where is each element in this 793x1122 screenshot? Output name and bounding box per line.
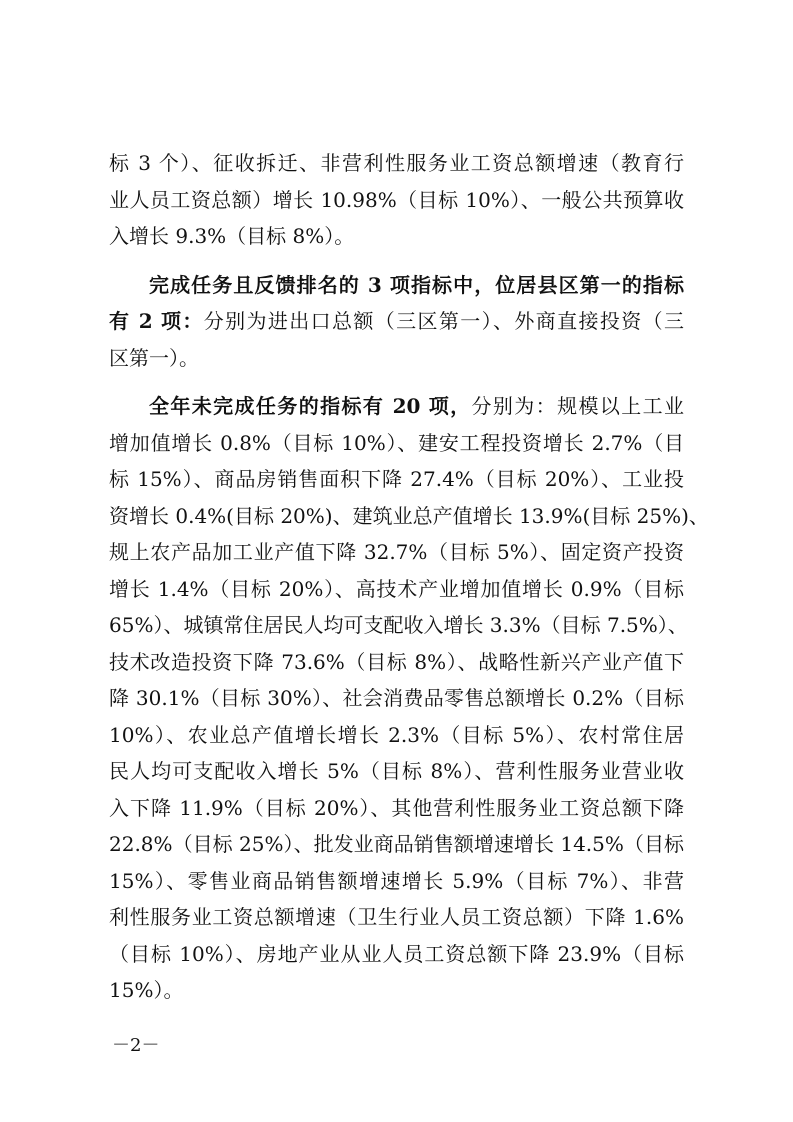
page-number: －2－: [112, 1035, 160, 1056]
bold-phrase: 有 2 项：: [109, 309, 204, 333]
paragraph-ranked-indicators: [109, 267, 684, 377]
text-line: 标 3 个）、征收拆迁、非营利性服务业工资总额增速（教育行: [109, 151, 684, 175]
text-line: 65%）、城镇常住居民人均可支配收入增长 3.3%（目标 7.5%）、: [109, 613, 688, 637]
text-line: 资增长 0.4%(目标 20%)、建筑业总产值增长 13.9%(目标 25%)、: [109, 503, 709, 528]
text-line: 标 15%）、商品房销售面积下降 27.4%（目标 20%）、工业投: [109, 467, 684, 491]
text-line: 增长 1.4%（目标 20%）、高技术产业增加值增长 0.9%（目标: [109, 576, 684, 601]
text-phrase: 分别为进出口总额（三区第一）、外商直接投资（三: [203, 309, 685, 333]
text-line: 利性服务业工资总额增速（卫生行业人员工资总额）下降 1.6%: [109, 905, 684, 929]
paragraph-completed-indicators: [109, 145, 684, 255]
text-line: 规上农产品加工业产值下降 32.7%（目标 5%）、固定资产投资: [109, 540, 684, 564]
text-line: [109, 303, 684, 340]
document-body: [109, 145, 709, 1009]
text-line: 增加值增长 0.8%（目标 10%）、建安工程投资增长 2.7%（目: [109, 430, 684, 455]
text-line: 降 30.1%（目标 30%）、社会消费品零售总额增长 0.2%（目标: [109, 686, 684, 710]
text-line: 入增长 9.3%（目标 8%）。: [109, 224, 355, 248]
text-phrase: 分别为：规模以上工业: [471, 394, 684, 418]
text-line: 区第一）。: [109, 345, 199, 370]
text-line: 22.8%（目标 25%）、批发业商品销售额增速增长 14.5%（目标: [109, 832, 684, 856]
text-line: [109, 388, 684, 425]
bold-phrase: 全年未完成任务的指标有 20 项，: [149, 394, 472, 418]
text-line: 民人均可支配收入增长 5%（目标 8%）、营利性服务业营业收: [109, 759, 684, 783]
text-line-bold: 完成任务且反馈排名的 3 项指标中，位居县区第一的指标: [149, 272, 684, 297]
text-line: 技术改造投资下降 73.6%（目标 8%）、战略性新兴产业产值下: [109, 649, 684, 674]
text-line: （目标 10%）、房地产业从业人员工资总额下降 23.9%（目标: [109, 941, 684, 966]
text-line: 入下降 11.9%（目标 20%）、其他营利性服务业工资总额下降: [109, 795, 684, 820]
text-line: 业人员工资总额）增长 10.98%（目标 10%）、一般公共预算收: [109, 187, 684, 212]
paragraph-unfinished-indicators: [109, 388, 709, 1009]
text-line: 15%）。: [109, 978, 184, 1002]
text-line: 15%）、零售业商品销售额增速增长 5.9%（目标 7%）、非营: [109, 868, 684, 893]
text-line: 10%）、农业总产值增长增长 2.3%（目标 5%）、农村常住居: [109, 722, 684, 747]
